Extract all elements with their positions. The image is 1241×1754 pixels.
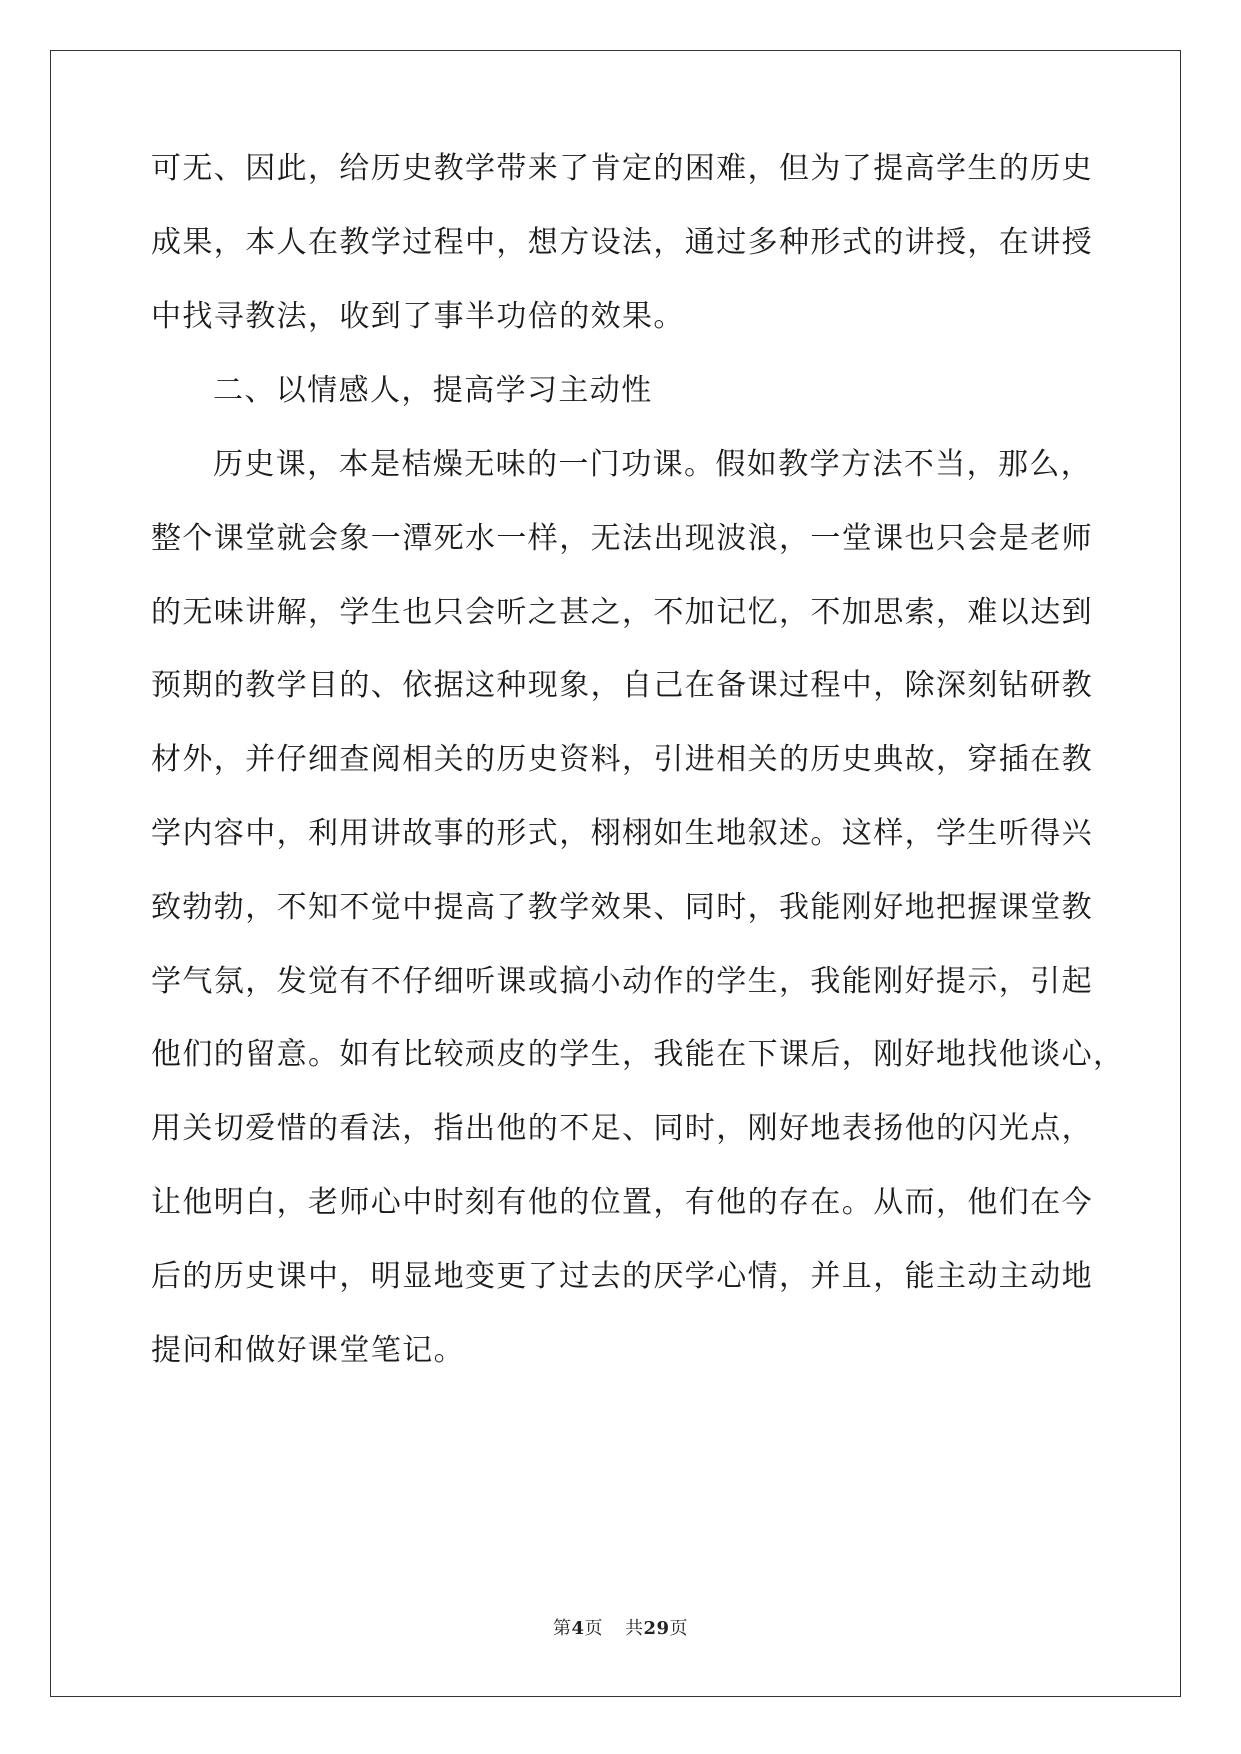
text-line: 致勃勃，不知不觉中提高了教学效果、同时，我能刚好地把握课堂教 [151,890,1093,925]
text-line: 材外，并仔细查阅相关的历史资料，引进相关的历史典故，穿插在教 [151,742,1093,777]
text-line: 学气氛，发觉有不仔细听课或搞小动作的学生，我能刚好提示，引起 [151,964,1093,999]
text-line: 历史课，本是桔燥无味的一门功课。假如教学方法不当，那么， [213,447,1093,482]
text-line: 用关切爱惜的看法，指出他的不足、同时，刚好地表扬他的闪光点， [151,1111,1093,1146]
total-suffix: 页 [669,1618,689,1639]
page-prefix: 第 [552,1618,572,1639]
text-line: 成果，本人在教学过程中，想方设法，通过多种形式的讲授，在讲授 [151,225,1093,260]
text-line: 可无、因此，给历史教学带来了肯定的困难，但为了提高学生的历史 [151,151,1093,186]
total-prefix: 共 [624,1618,644,1639]
text-line: 整个课堂就会象一潭死水一样，无法出现波浪，一堂课也只会是老师 [151,521,1093,556]
text-line: 学内容中，利用讲故事的形式，栩栩如生地叙述。这样，学生听得兴 [151,816,1093,851]
text-line: 他们的留意。如有比较顽皮的学生，我能在下课后，刚好地找他谈心， [151,1037,1125,1072]
text-line: 让他明白，老师心中时刻有他的位置，有他的存在。从而，他们在今 [151,1185,1093,1220]
text-line: 的无味讲解，学生也只会听之甚之，不加记忆，不加思索，难以达到 [151,595,1093,630]
text-line: 预期的教学目的、依据这种现象，自己在备课过程中，除深刻钻研教 [151,668,1093,703]
total-pages: 29 [643,1618,670,1639]
text-line: 中找寻教法，收到了事半功倍的效果。 [151,299,685,334]
section-heading: 二、以情感人，提高学习主动性 [213,373,653,408]
text-line: 提问和做好课堂笔记。 [151,1333,465,1368]
text-line: 后的历史课中，明显地变更了过去的厌学心情，并且，能主动主动地 [151,1259,1093,1294]
page-number: 4 [571,1618,585,1639]
page-suffix: 页 [584,1618,603,1639]
page-footer [0,1614,1241,1640]
